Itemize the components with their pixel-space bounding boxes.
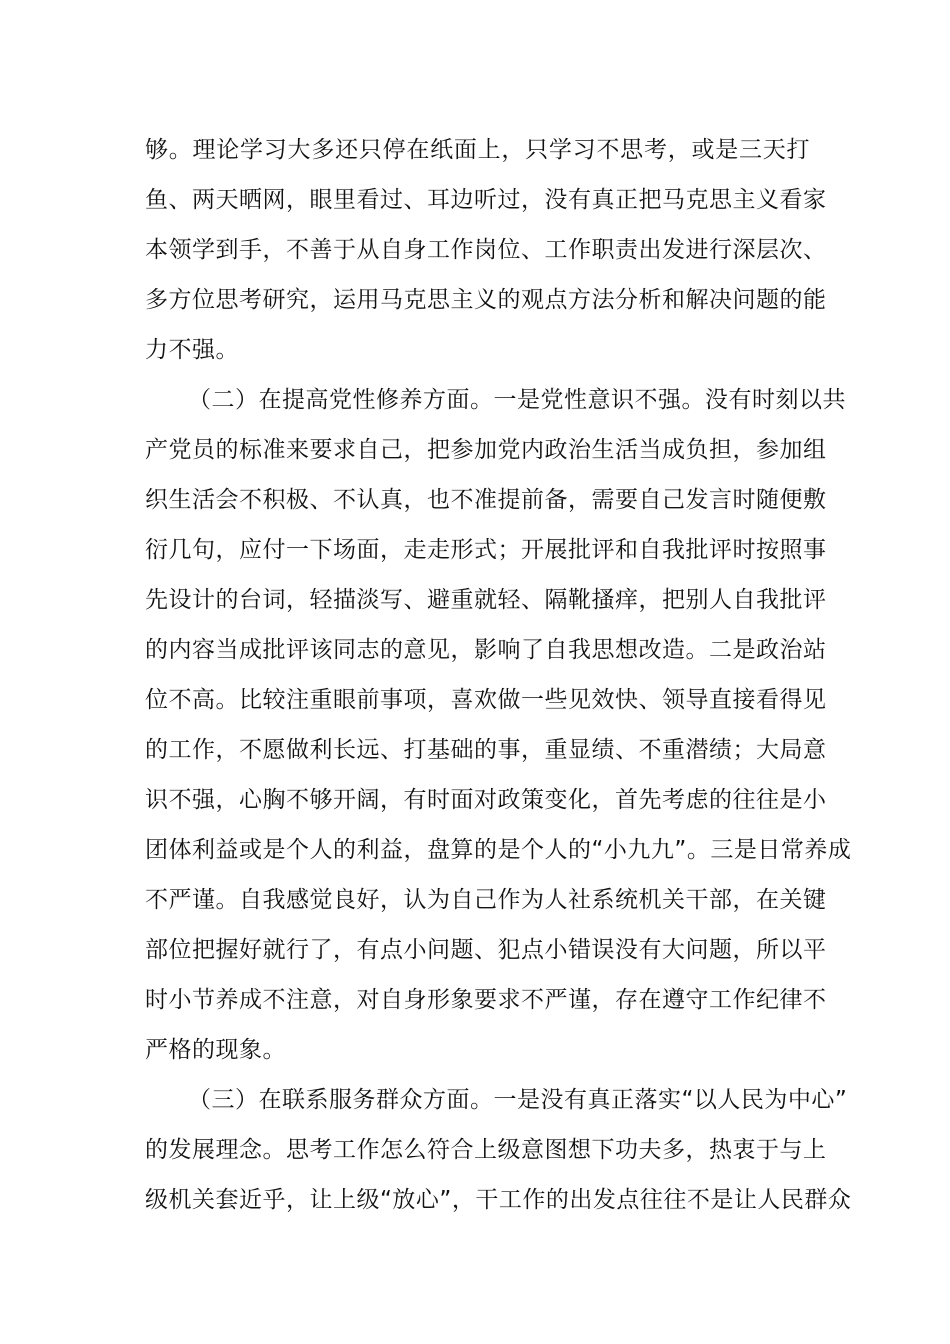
text-line: 够。理论学习大多还只停在纸面上，只学习不思考，或是三天打: [145, 137, 810, 163]
text-line: 识不强，心胸不够开阔，有时面对政策变化，首先考虑的往往是小: [145, 787, 827, 813]
text-line: 鱼、两天晒网，眼里看过、耳边听过，没有真正把马克思主义看家: [145, 187, 827, 213]
text-line: 本领学到手，不善于从自身工作岗位、工作职责出发进行深层次、: [145, 237, 827, 263]
text-line: 位不高。比较注重眼前事项，喜欢做一些见效快、领导直接看得见: [145, 687, 827, 713]
text-line: 衍几句，应付一下场面，走走形式；开展批评和自我批评时按照事: [145, 537, 827, 563]
text-line: 力不强。: [145, 337, 239, 363]
section-heading-line: （二）在提高党性修养方面。一是党性意识不强。没有时刻以共: [188, 387, 846, 413]
text-line: 不严谨。自我感觉良好，认为自己作为人社系统机关干部，在关键: [145, 887, 827, 913]
text-line: 多方位思考研究，运用马克思主义的观点方法分析和解决问题的能: [145, 287, 827, 313]
text-line: 先设计的台词，轻描淡写、避重就轻、隔靴搔痒，把别人自我批评: [145, 587, 827, 613]
text-line: 的内容当成批评该同志的意见，影响了自我思想改造。二是政治站: [145, 637, 827, 663]
text-line: 的发展理念。思考工作怎么符合上级意图想下功夫多，热衷于与上: [145, 1137, 827, 1163]
text-line: 产党员的标准来要求自己，把参加党内政治生活当成负担，参加组: [145, 437, 827, 463]
text-line: 严格的现象。: [145, 1037, 286, 1063]
text-line: 部位把握好就行了，有点小问题、犯点小错误没有大问题，所以平: [145, 937, 827, 963]
section-heading-line: （三）在联系服务群众方面。一是没有真正落实“以人民为中心”: [188, 1087, 848, 1113]
text-line: 级机关套近乎，让上级“放心”，干工作的出发点往往不是让人民群众: [145, 1187, 852, 1213]
text-line: 时小节养成不注意，对自身形象要求不严谨，存在遵守工作纪律不: [145, 987, 827, 1013]
text-line: 团体利益或是个人的利益，盘算的是个人的“小九九”。三是日常养成: [145, 837, 852, 863]
text-line: 的工作，不愿做利长远、打基础的事，重显绩、不重潜绩；大局意: [145, 737, 827, 763]
text-line: 织生活会不积极、不认真，也不准提前备，需要自己发言时随便敷: [145, 487, 827, 513]
